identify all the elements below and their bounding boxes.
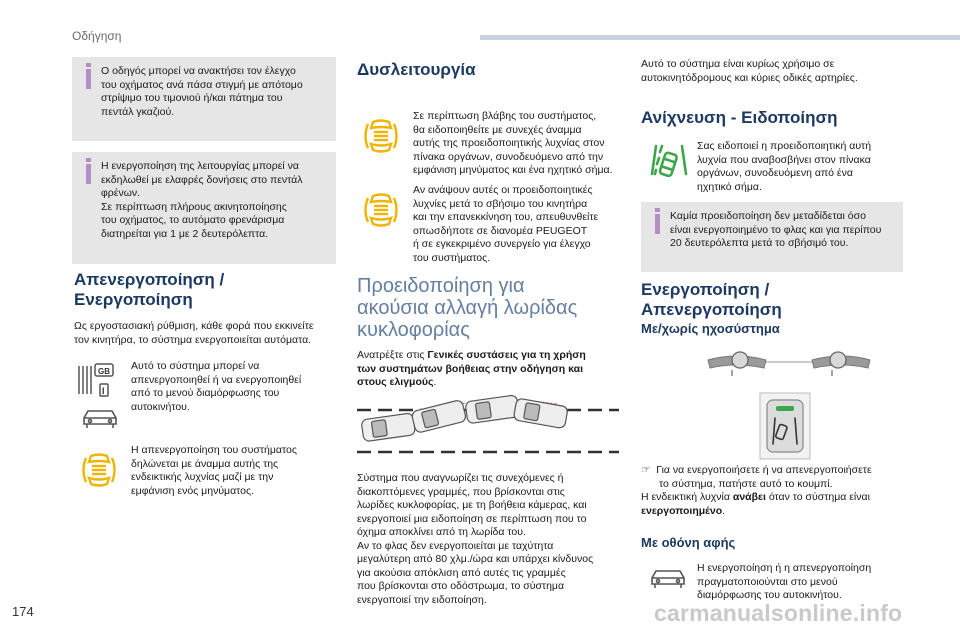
brake-warning-lamp-icon xyxy=(362,192,400,228)
configuration-menu-icon xyxy=(76,360,120,400)
ref-link[interactable]: Γενικές συστάσεις για τη χρήση xyxy=(427,349,586,361)
heading-line: Απενεργοποίηση / xyxy=(74,270,225,289)
lane-warning-lamp-icon xyxy=(362,118,400,154)
section-heading-activation xyxy=(641,280,782,320)
text-line: λυχνίες μετά το σβήσιμο του κινητήρα xyxy=(413,197,588,210)
lane-assist-button-icon[interactable] xyxy=(759,392,811,460)
deactivation-paragraph xyxy=(131,444,297,498)
text-line: πίνακα οργάνων, συνοδευόμενο από την xyxy=(413,150,604,163)
watermark: carmanualsonline.info xyxy=(654,600,903,626)
note-line: φρένων. xyxy=(101,187,141,199)
note-box-driver-control xyxy=(72,57,336,141)
malfunction-paragraph-2 xyxy=(413,184,598,265)
info-icon xyxy=(655,214,660,234)
text-line: Η απενεργοποίηση του συστήματος xyxy=(131,444,297,456)
dashboard-button-illustration xyxy=(706,346,872,382)
touchscreen-car-icon xyxy=(648,566,688,590)
ref-suffix: . xyxy=(433,376,437,388)
text-span: όταν το σύστημα είναι xyxy=(765,491,870,503)
lane-departure-green-lamp-icon xyxy=(648,140,688,180)
text-line: που βρίσκονται στο οδόστρωμα, το σύστημα xyxy=(357,580,565,592)
text-line: Αυτό το σύστημα μπορεί να xyxy=(131,360,260,372)
note-line: του οχήματος, το αυτόματο φρενάρισμα xyxy=(101,214,285,226)
reference-paragraph xyxy=(357,349,586,390)
note-line: πεντάλ γκαζιού. xyxy=(101,105,175,118)
text-line xyxy=(641,491,872,505)
text-line: από το μενού διαμόρφωσης του xyxy=(131,387,280,399)
config-paragraph xyxy=(131,360,301,414)
text-line xyxy=(357,363,586,377)
text-bold: ενεργοποιημένο xyxy=(641,504,723,517)
text-line: απενεργοποιηθεί ή να ενεργοποιηθεί xyxy=(131,373,302,386)
text-line: Ως εργοστασιακή ρύθμιση, κάθε φορά που εκκινείτε xyxy=(74,320,314,332)
text-line: οργάνων, συνοδευόμενη από ένα xyxy=(697,167,853,179)
chapter-title: Οδήγηση xyxy=(72,29,122,43)
text-line: λωρίδες κυκλοφορίας, με τη βοήθεια κάμερας, και xyxy=(357,499,587,511)
heading-line: Ενεργοποίηση xyxy=(74,290,193,309)
touchscreen-car-icon xyxy=(80,406,120,430)
lane-departure-illustration xyxy=(357,392,619,464)
arrow-bullet-icon: ☞ xyxy=(641,464,651,476)
title-line: κυκλοφορίας xyxy=(357,319,470,341)
text-line: τον κινητήρα, το σύστημα ενεργοποιείται αυτόματα. xyxy=(74,333,312,346)
text-line: ενεργοποιεί την ειδοποίηση. xyxy=(357,593,487,606)
text-line xyxy=(357,376,586,390)
note-box-brake-vibration xyxy=(72,152,336,264)
gb-label: GB xyxy=(98,367,110,376)
text-line: αυτής της προειδοποιητικής λυχνίας στον xyxy=(413,137,605,149)
text-line: ή σε εγκεκριμένο συνεργείο για έλεγχο xyxy=(413,238,591,250)
ref-link[interactable]: στους ελιγμούς xyxy=(357,376,434,388)
activation-instructions xyxy=(641,464,872,518)
text-line: του συστήματος. xyxy=(413,251,491,264)
text-line: αυτοκινήτου. xyxy=(131,400,190,413)
header-bar xyxy=(480,35,960,40)
text-line: Σας ειδοποιεί η προειδοποιητική αυτή xyxy=(697,140,872,152)
note-line: Η ενεργοποίηση της λειτουργίας μπορεί να xyxy=(101,160,299,172)
malfunction-paragraph-1 xyxy=(413,110,613,178)
text-line: Αυτό το σύστημα είναι κυρίως χρήσιμο σε xyxy=(641,58,835,70)
text-span: Η ενδεικτική λυχνία xyxy=(641,491,733,503)
touchscreen-paragraph xyxy=(697,562,871,603)
info-icon xyxy=(86,69,91,89)
heading-line: Ενεργοποίηση / xyxy=(641,280,770,299)
ref-prefix: Ανατρέξτε στις xyxy=(357,349,428,361)
note-box-indicator xyxy=(641,202,903,272)
text-line: Για να ενεργοποιήσετε ή να απενεργοποιήσετε xyxy=(656,464,872,476)
heading-line: Απενεργοποίηση xyxy=(641,300,782,319)
text-line: το σύστημα, πατήστε αυτό το κουμπί. xyxy=(659,477,833,490)
i-label: I xyxy=(102,386,105,396)
text-line: ενδεικτικής λυχνίας μαζί με την xyxy=(131,471,274,483)
note-line: Καμία προειδοποίηση δεν μεταδίδεται όσο xyxy=(670,210,866,222)
note-line: 20 δευτερόλεπτα μετά το σβήσιμό του. xyxy=(670,237,849,249)
text-line xyxy=(357,349,586,363)
subheading-touchscreen: Με οθόνη αφής xyxy=(641,535,736,550)
lane-departure-title xyxy=(357,275,577,341)
text-line: όχημα αποκλίνει από τη λωρίδα του. xyxy=(357,526,526,538)
detection-paragraph xyxy=(697,140,871,194)
text-line: πραγματοποιούνται στο μενού xyxy=(697,575,838,588)
text-line: εμφάνιση ενός μηνύματος. xyxy=(131,484,254,497)
note-line: εκδηλωθεί με ελαφρές δονήσεις στο πεντάλ xyxy=(101,173,303,186)
lane-description-paragraph xyxy=(357,472,593,607)
text-line: και την επανεκκίνηση του, απευθυνθείτε xyxy=(413,211,599,223)
text-line: Σύστημα που αναγνωρίζει τις συνεχόμενες ή xyxy=(357,472,564,484)
note-line: είναι ενεργοποιημένο το φλας και για περίπου xyxy=(670,223,882,236)
text-line: για ακούσια απόκλιση από αυτές τις γραμμές xyxy=(357,566,566,579)
section-heading-deactivation xyxy=(74,270,224,310)
lane-warning-lamp-icon xyxy=(80,452,118,488)
section-heading-malfunction: Δυσλειτουργία xyxy=(357,60,476,79)
text-line: μεγαλύτερη από 80 χλμ./ώρα και υπάρχει κίνδυνος xyxy=(357,553,594,565)
ref-link[interactable]: των συστημάτων βοήθειας στην οδήγηση και xyxy=(357,362,584,375)
note-line: Ο οδηγός μπορεί να ανακτήσει τον έλεγχο xyxy=(101,65,296,77)
text-line: διακοπτόμενες γραμμές, που βρίσκονται στις xyxy=(357,485,565,498)
text-line: Αν ανάψουν αυτές οι προειδοποιητικές xyxy=(413,184,593,196)
text-line: ενεργοποιεί μια ειδοποίηση σε περίπτωση που το xyxy=(357,512,587,525)
text-bold: ανάβει xyxy=(732,491,766,503)
info-icon xyxy=(86,164,91,184)
text-line: οπωσδήποτε σε διανομέα PEUGEOT xyxy=(413,224,588,237)
text-line: θα ειδοποιηθείτε με συνεχές άναμμα xyxy=(413,123,582,136)
title-line: ακούσια αλλαγή λωρίδας xyxy=(357,297,578,319)
bullet-line xyxy=(641,478,872,492)
title-line: Προειδοποίηση για xyxy=(357,275,525,297)
text-line: λυχνία που αναβοσβήνει στον πίνακα xyxy=(697,153,871,166)
text-line xyxy=(641,505,872,519)
subheading-audio: Με/χωρίς ηχοσύστημα xyxy=(641,321,780,336)
note-line: του οχήματος ανά πάσα στιγμή με απότομο xyxy=(101,78,303,91)
text-line: Η ενεργοποίηση ή η απενεργοποίηση xyxy=(697,562,872,574)
text-line: Αν το φλας δεν ενεργοποιείται με ταχύτητα xyxy=(357,539,554,552)
text-line: ηχητικό σήμα. xyxy=(697,180,762,193)
text-line: διαμόρφωσης του αυτοκινήτου. xyxy=(697,589,842,601)
note-line: στρίψιμο του τιμονιού ή/και πάτημα του xyxy=(101,92,283,104)
text-line: εμφάνιση μηνύματος και ένα ηχητικό σήμα. xyxy=(413,164,613,176)
text-span: . xyxy=(722,504,726,517)
note-line: Σε περίπτωση πλήρους ακινητοποίησης xyxy=(101,200,287,213)
note-line: διατηρείται για 1 με 2 δευτερόλεπτα. xyxy=(101,227,269,240)
page-number: 174 xyxy=(12,604,34,619)
usage-intro-paragraph xyxy=(641,58,858,85)
bullet-line xyxy=(641,464,872,478)
section-heading-detection: Ανίχνευση - Ειδοποίηση xyxy=(641,108,838,127)
text-line: δηλώνεται με άναμμα αυτής της xyxy=(131,457,279,470)
text-line: αυτοκινητόδρομους και κύριες οδικές αρτηρίες. xyxy=(641,71,858,84)
intro-paragraph xyxy=(74,320,314,347)
text-line: Σε περίπτωση βλάβης του συστήματος, xyxy=(413,110,597,122)
